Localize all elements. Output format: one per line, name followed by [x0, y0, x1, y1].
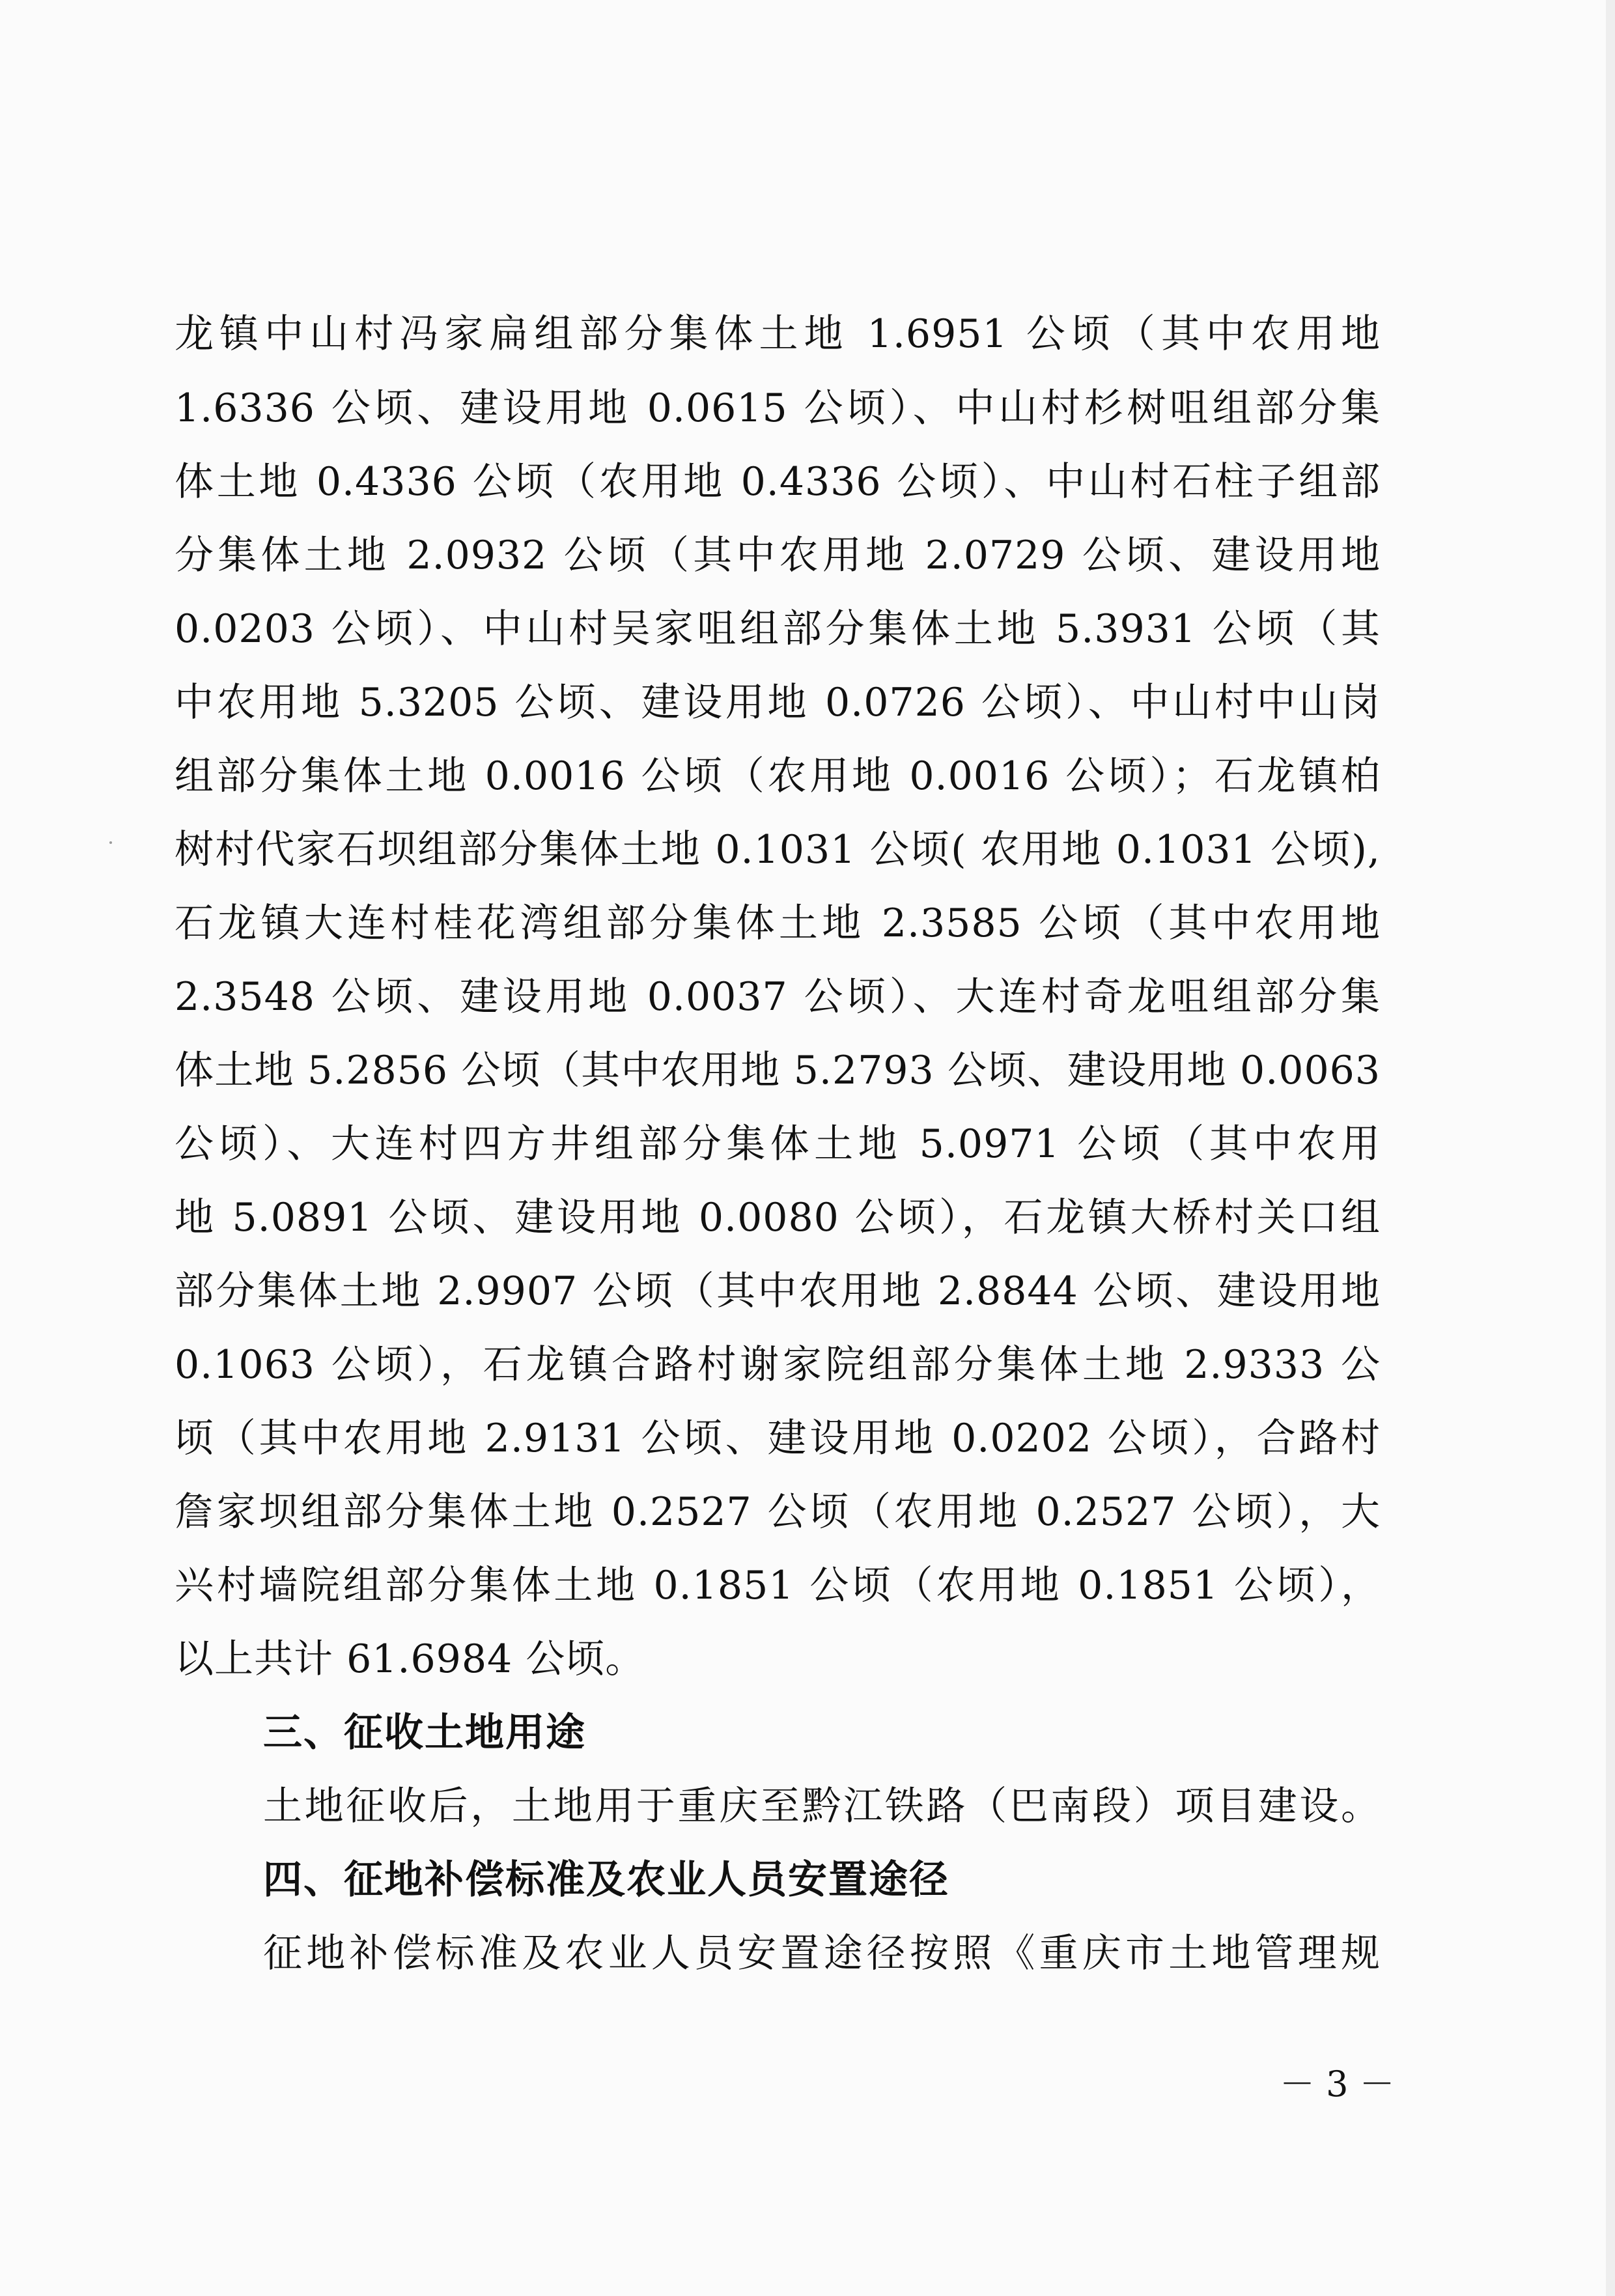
section-3-text: 土地征收后，土地用于重庆至黔江铁路（巴南段）项目建设。: [263, 1784, 1381, 1829]
body-line-15: 0.1063 公顷），石龙镇合路村谢家院组部分集体土地 2.9333 公: [175, 1342, 1381, 1388]
body-line-2: 1.6336 公顷、建设用地 0.0615 公顷）、中山村杉树咀组部分集: [175, 385, 1381, 431]
body-line-13: 地 5.0891 公顷、建设用地 0.0080 公顷），石龙镇大桥村关口组: [175, 1195, 1381, 1240]
section-4-text: 征地补偿标准及农业人员安置途径按照《重庆市土地管理规: [263, 1931, 1381, 1976]
body-line-3: 体土地 0.4336 公顷（农用地 0.4336 公顷）、中山村石柱子组部: [175, 459, 1381, 505]
body-line-16: 顷（其中农用地 2.9131 公顷、建设用地 0.0202 公顷），合路村: [175, 1416, 1381, 1461]
body-line-18: 兴村墙院组部分集体土地 0.1851 公顷（农用地 0.1851 公顷），: [175, 1563, 1381, 1608]
body-line-14: 部分集体土地 2.9907 公顷（其中农用地 2.8844 公顷、建设用地: [175, 1268, 1381, 1314]
body-line-10: 2.3548 公顷、建设用地 0.0037 公顷）、大连村奇龙咀组部分集: [175, 974, 1381, 1020]
section-4-heading: 四、征地补偿标准及农业人员安置途径: [263, 1857, 949, 1903]
scan-edge: [1606, 0, 1615, 2296]
body-line-17: 詹家坝组部分集体土地 0.2527 公顷（农用地 0.2527 公顷），大: [175, 1489, 1381, 1535]
body-line-6: 中农用地 5.3205 公顷、建设用地 0.0726 公顷）、中山村中山岗: [175, 680, 1381, 725]
body-line-11: 体土地 5.2856 公顷（其中农用地 5.2793 公顷、建设用地 0.0063: [175, 1048, 1381, 1093]
body-line-8: 树村代家石坝组部分集体土地 0.1031 公顷( 农用地 0.1031 公顷),: [175, 827, 1381, 873]
page-number: － 3 －: [1280, 2064, 1395, 2105]
body-line-1: 龙镇中山村冯家扁组部分集体土地 1.6951 公顷（其中农用地: [175, 311, 1381, 357]
body-line-7: 组部分集体土地 0.0016 公顷（农用地 0.0016 公顷）；石龙镇柏: [175, 753, 1381, 799]
body-line-12: 公顷）、大连村四方井组部分集体土地 5.0971 公顷（其中农用: [175, 1121, 1381, 1167]
body-line-9: 石龙镇大连村桂花湾组部分集体土地 2.3585 公顷（其中农用地: [175, 901, 1381, 946]
scan-speck: [109, 841, 112, 844]
body-line-19: 以上共计 61.6984 公顷。: [175, 1636, 645, 1682]
section-3-heading: 三、征收土地用途: [263, 1710, 586, 1756]
body-line-5: 0.0203 公顷）、中山村吴家咀组部分集体土地 5.3931 公顷（其: [175, 606, 1381, 652]
body-line-4: 分集体土地 2.0932 公顷（其中农用地 2.0729 公顷、建设用地: [175, 533, 1381, 578]
